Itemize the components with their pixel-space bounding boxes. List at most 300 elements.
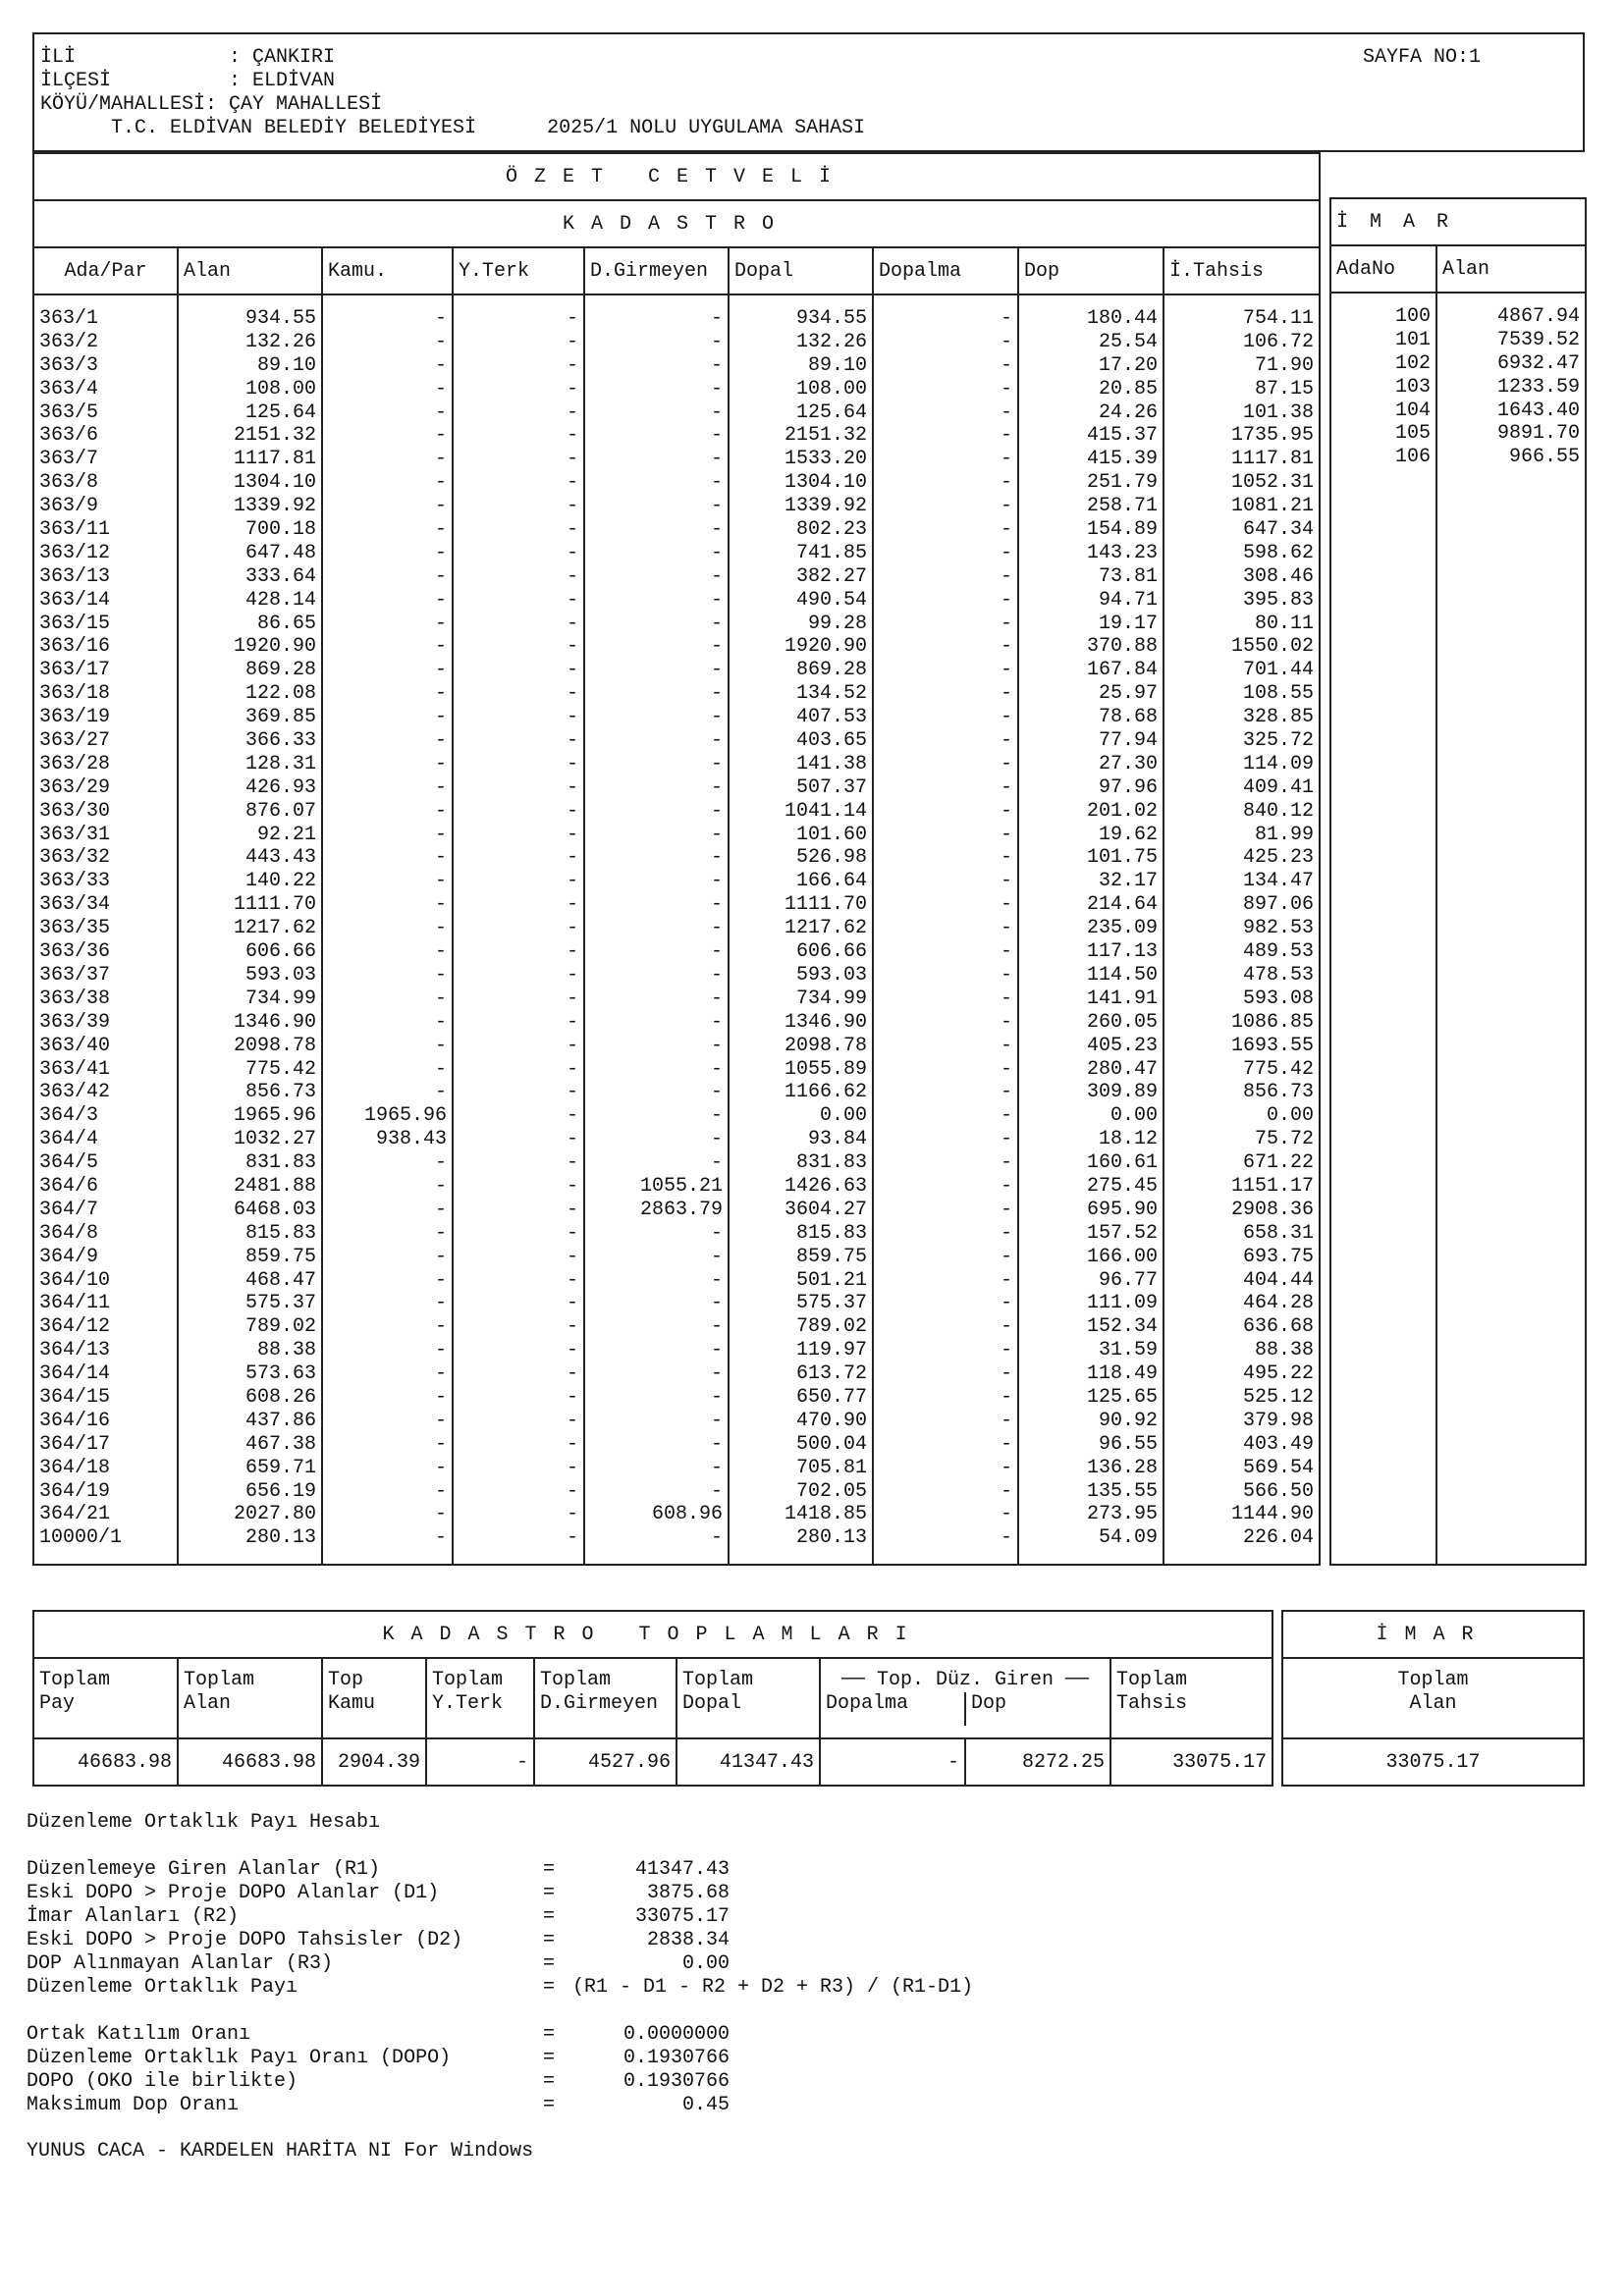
kadastro-cell: 363/40 [39, 1034, 111, 1057]
kadastro-cell: 364/5 [39, 1151, 99, 1175]
kadastro-cell: 363/34 [39, 893, 111, 917]
kadastro-cell: - [1000, 987, 1012, 1010]
kadastro-cell: - [566, 541, 578, 564]
kadastro-cell: - [1000, 588, 1012, 612]
kadastro-cell: - [566, 1479, 578, 1503]
kadastro-cell: 405.23 [1086, 1034, 1158, 1057]
kadastro-cell: - [710, 635, 723, 659]
kadastro-cell: 1339.92 [784, 495, 867, 518]
kadastro-cell: - [434, 541, 447, 564]
kadastro-cell: 364/13 [39, 1339, 111, 1362]
kadastro-cell: 1920.90 [233, 635, 316, 659]
imar-cell: 1233.59 [1497, 375, 1581, 399]
kadastro-cell: - [434, 400, 447, 424]
calc-equals: = [543, 2047, 556, 2069]
kadastro-cell: - [566, 682, 578, 706]
kadastro-cell: - [434, 917, 447, 940]
kadastro-cell: 363/36 [39, 940, 111, 964]
imar-cell: 106 [1394, 446, 1431, 469]
kadastro-cell: 407.53 [795, 706, 867, 729]
kadastro-cell: - [566, 377, 578, 400]
kadastro-cell: - [566, 893, 578, 917]
kadastro-cell: 99.28 [807, 612, 867, 635]
kadastro-cell: - [710, 518, 723, 542]
kadastro-column-cells [33, 294, 178, 1565]
kadastro-cell: 495.22 [1243, 1362, 1315, 1386]
kadastro-cell: 325.72 [1243, 729, 1315, 753]
kadastro-cell: 108.55 [1243, 682, 1315, 706]
kadastro-col-header: Dopalma [873, 247, 1018, 294]
kadastro-column-cells [729, 294, 873, 1565]
kadastro-cell: 167.84 [1086, 659, 1158, 682]
kadastro-cell: 1052.31 [1231, 471, 1315, 495]
total-alan-value: 46683.98 [178, 1738, 322, 1786]
kadastro-cell: 1920.90 [784, 635, 867, 659]
kadastro-cell: - [434, 846, 447, 870]
kadastro-cell: 364/7 [39, 1198, 99, 1221]
calc-row [27, 2023, 973, 2047]
kadastro-cell: 437.86 [244, 1409, 316, 1432]
kadastro-cell: 566.50 [1243, 1479, 1315, 1503]
imar-cell: 1643.40 [1497, 399, 1581, 422]
kadastro-cell: - [566, 588, 578, 612]
kadastro-cell: 1304.10 [233, 471, 316, 495]
kadastro-cell: - [1000, 1104, 1012, 1128]
kadastro-cell: 125.64 [795, 400, 867, 424]
calc-row [27, 1952, 973, 1976]
kadastro-cell: - [1000, 1174, 1012, 1198]
kadastro-cell: - [710, 541, 723, 564]
kadastro-cell: 382.27 [795, 564, 867, 588]
kadastro-cell: 135.55 [1086, 1479, 1158, 1503]
kadastro-cell: - [710, 307, 723, 330]
kadastro-cell: - [566, 1385, 578, 1409]
kadastro-cell: 1217.62 [233, 917, 316, 940]
ilce-value: : ELDİVAN [229, 70, 336, 92]
kadastro-cell: - [1000, 541, 1012, 564]
kadastro-cell: - [710, 1128, 723, 1151]
kadastro-cell: 409.41 [1243, 775, 1315, 799]
kadastro-cell: - [434, 893, 447, 917]
kadastro-cell: 500.04 [795, 1432, 867, 1456]
duz-giren-header: ── Top. Düz. Giren ── Dopalma Dop [820, 1658, 1110, 1738]
kadastro-cell: 775.42 [244, 1057, 316, 1081]
kadastro-cell: - [434, 1409, 447, 1432]
calc-value: 0.45 [681, 2094, 730, 2116]
kadastro-cell: 415.39 [1086, 448, 1158, 471]
kadastro-cell: 1339.92 [233, 495, 316, 518]
imar-cell: 103 [1394, 375, 1431, 399]
kadastro-cell: - [1000, 1432, 1012, 1456]
kadastro-cell: - [566, 1198, 578, 1221]
kadastro-cell: - [710, 682, 723, 706]
kadastro-cell: 108.00 [795, 377, 867, 400]
kadastro-cell: - [566, 635, 578, 659]
kadastro-cell: - [434, 1339, 447, 1362]
kadastro-cell: 2098.78 [233, 1034, 316, 1057]
kadastro-cell: 333.64 [244, 564, 316, 588]
kadastro-cell: 705.81 [795, 1456, 867, 1479]
kadastro-cell: 364/14 [39, 1362, 111, 1386]
kadastro-cell: 134.52 [795, 682, 867, 706]
kadastro-cell: 125.64 [244, 400, 316, 424]
kadastro-cell: - [710, 1526, 723, 1550]
kadastro-cell: - [566, 659, 578, 682]
kadastro-column-cells [322, 294, 453, 1565]
kadastro-cell: 280.47 [1086, 1057, 1158, 1081]
kadastro-cell: 96.77 [1098, 1268, 1158, 1292]
kadastro-cell: 702.05 [795, 1479, 867, 1503]
kadastro-cell: 80.11 [1255, 612, 1315, 635]
kadastro-cell: 363/27 [39, 729, 111, 753]
kadastro-cell: 89.10 [807, 353, 867, 377]
total-dopal-value: 41347.43 [677, 1738, 820, 1786]
kadastro-cell: - [1000, 471, 1012, 495]
kadastro-cell: 656.19 [244, 1479, 316, 1503]
kadastro-cell: 363/8 [39, 471, 99, 495]
kadastro-cell: 2151.32 [784, 424, 867, 448]
kadastro-cell: - [1000, 846, 1012, 870]
kadastro-cell: - [434, 706, 447, 729]
total-dgirmeyen-value: 4527.96 [534, 1738, 677, 1786]
kadastro-cell: 815.83 [795, 1221, 867, 1245]
kadastro-cell: 73.81 [1098, 564, 1158, 588]
kadastro-cell: - [434, 1174, 447, 1198]
kadastro-cell: 598.62 [1243, 541, 1315, 564]
kadastro-cell: - [566, 471, 578, 495]
kadastro-cell: 364/17 [39, 1432, 111, 1456]
calc-row [27, 2070, 973, 2094]
kadastro-cell: - [434, 588, 447, 612]
total-imar-alan-header: Toplam Alan [1282, 1658, 1584, 1738]
kadastro-cell: - [566, 1010, 578, 1034]
kadastro-cell: - [1000, 893, 1012, 917]
kadastro-cell: 1735.95 [1231, 424, 1315, 448]
kadastro-cell: - [434, 940, 447, 964]
total-dopal-header: Toplam Dopal [677, 1658, 820, 1738]
kadastro-cell: 260.05 [1086, 1010, 1158, 1034]
kadastro-cell: - [434, 1479, 447, 1503]
kadastro-cell: 507.37 [795, 775, 867, 799]
kadastro-cell: 2481.88 [233, 1174, 316, 1198]
kadastro-cell: 132.26 [795, 330, 867, 353]
kadastro-cell: - [566, 1104, 578, 1128]
kadastro-cell: - [710, 659, 723, 682]
kadastro-cell: - [710, 564, 723, 588]
kadastro-cell: - [710, 377, 723, 400]
kadastro-cell: 425.23 [1243, 846, 1315, 870]
calc-row [27, 1905, 973, 1929]
kadastro-cell: 1346.90 [784, 1010, 867, 1034]
kadastro-cell: 363/42 [39, 1081, 111, 1104]
kadastro-col-header: Ada/Par [33, 247, 178, 294]
kadastro-cell: 125.65 [1086, 1385, 1158, 1409]
kadastro-cell: 938.43 [375, 1128, 447, 1151]
kadastro-cell: 395.83 [1243, 588, 1315, 612]
kadastro-cell: 859.75 [244, 1245, 316, 1268]
owner-name: T.C. ELDİVAN BELEDİY BELEDİYESİ [111, 117, 477, 139]
kadastro-cell: - [566, 1432, 578, 1456]
total-alan-header: Toplam Alan [178, 1658, 322, 1738]
kadastro-cell: 363/16 [39, 635, 111, 659]
kadastro-cell: - [566, 307, 578, 330]
imar-cell: 9891.70 [1497, 422, 1581, 446]
kadastro-cell: 101.38 [1243, 400, 1315, 424]
kadastro-cell: 1032.27 [233, 1128, 316, 1151]
kadastro-cell: - [1000, 353, 1012, 377]
imar-cell: 100 [1394, 305, 1431, 328]
kadastro-cell: - [1000, 870, 1012, 893]
kadastro-cell: 363/29 [39, 775, 111, 799]
kadastro-cell: 1217.62 [784, 917, 867, 940]
calc-row [27, 1882, 973, 1905]
kadastro-cell: 364/10 [39, 1268, 111, 1292]
calc-value: 33075.17 [634, 1905, 730, 1928]
kadastro-cell: - [566, 518, 578, 542]
kadastro-cell: 658.31 [1243, 1221, 1315, 1245]
imar-cell: 104 [1394, 399, 1431, 422]
kadastro-cell: 88.38 [1255, 1339, 1315, 1362]
kadastro-cell: - [434, 495, 447, 518]
kadastro-cell: 71.90 [1255, 353, 1315, 377]
calc-value: 2838.34 [646, 1929, 730, 1951]
kadastro-cell: 251.79 [1086, 471, 1158, 495]
kadastro-cell: - [710, 400, 723, 424]
page-number: SAYFA NO:1 [1363, 46, 1482, 69]
kadastro-cell: 525.12 [1243, 1385, 1315, 1409]
kadastro-cell: - [710, 963, 723, 987]
kadastro-cell: - [566, 1503, 578, 1526]
kadastro-cell: 117.13 [1086, 940, 1158, 964]
calc-equals: = [543, 1952, 556, 1975]
kadastro-cell: - [434, 635, 447, 659]
kadastro-cell: 363/28 [39, 752, 111, 775]
application-name: 2025/1 NOLU UYGULAMA SAHASI [547, 117, 866, 139]
kadastro-cell: 2863.79 [639, 1198, 723, 1221]
calc-formula: (R1 - D1 - R2 + D2 + R3) / (R1-D1) [572, 1976, 974, 1999]
kadastro-cell: - [1000, 799, 1012, 823]
kadastro-column-cells [453, 294, 584, 1565]
kadastro-cell: 363/17 [39, 659, 111, 682]
total-tahsis-value: 33075.17 [1110, 1738, 1272, 1786]
kadastro-cell: - [710, 1385, 723, 1409]
kadastro-cell: - [710, 752, 723, 775]
kadastro-cell: 364/16 [39, 1409, 111, 1432]
kadastro-cell: 468.47 [244, 1268, 316, 1292]
kadastro-cell: 143.23 [1086, 541, 1158, 564]
kadastro-cell: 569.54 [1243, 1456, 1315, 1479]
kadastro-cell: - [566, 729, 578, 753]
kadastro-cell: - [434, 1081, 447, 1104]
kadastro-cell: 370.88 [1086, 635, 1158, 659]
calc-value: 0.1930766 [623, 2047, 730, 2069]
calc-row [27, 1929, 973, 1952]
kadastro-cell: 897.06 [1243, 893, 1315, 917]
kadastro-cell: - [434, 424, 447, 448]
kadastro-cell: 25.97 [1098, 682, 1158, 706]
kadastro-cell: - [1000, 1128, 1012, 1151]
kadastro-cell: 404.44 [1243, 1268, 1315, 1292]
kadastro-cell: 1041.14 [784, 799, 867, 823]
kadastro-cell: 363/14 [39, 588, 111, 612]
kadastro-cell: - [566, 917, 578, 940]
kadastro-cell: 1117.81 [1231, 448, 1315, 471]
kadastro-cell: - [1000, 1268, 1012, 1292]
kadastro-cell: - [1000, 1456, 1012, 1479]
imar-cell: 102 [1394, 351, 1431, 375]
kadastro-cell: 608.96 [651, 1503, 723, 1526]
kadastro-cell: - [434, 870, 447, 893]
kadastro-cell: 17.20 [1098, 353, 1158, 377]
kadastro-cell: - [1000, 1409, 1012, 1432]
kadastro-cell: 363/38 [39, 987, 111, 1010]
kadastro-cell: - [566, 1128, 578, 1151]
calc-label: DOP Alınmayan Alanlar (R3) [27, 1952, 334, 1975]
kadastro-cell: - [434, 659, 447, 682]
calc-value: 0.1930766 [623, 2070, 730, 2093]
kadastro-cell: - [434, 1385, 447, 1409]
imar-col-header: AdaNo [1330, 245, 1436, 293]
kadastro-column-cells [873, 294, 1018, 1565]
kadastro-cell: 134.47 [1243, 870, 1315, 893]
calc-label: Eski DOPO > Proje DOPO Alanlar (D1) [27, 1882, 440, 1904]
kadastro-cell: - [566, 1174, 578, 1198]
calc-label: İmar Alanları (R2) [27, 1905, 240, 1928]
kadastro-cell: 647.34 [1243, 518, 1315, 542]
kadastro-cell: 840.12 [1243, 799, 1315, 823]
kadastro-cell: - [710, 1245, 723, 1268]
kadastro-cell: - [434, 987, 447, 1010]
kadastro-cell: - [1000, 1081, 1012, 1104]
kadastro-cell: - [434, 1432, 447, 1456]
calc-value: 0.00 [681, 1952, 730, 1975]
kadastro-cell: - [710, 775, 723, 799]
il-value: : ÇANKIRI [229, 46, 336, 69]
kadastro-cell: 111.09 [1086, 1292, 1158, 1315]
kadastro-cell: 489.53 [1243, 940, 1315, 964]
kadastro-cell: - [1000, 330, 1012, 353]
kadastro-cell: 180.44 [1086, 307, 1158, 330]
kadastro-cell: 934.55 [244, 307, 316, 330]
kadastro-cell: 10000/1 [39, 1526, 123, 1550]
kadastro-cell: 1117.81 [233, 448, 316, 471]
calc-row [27, 1858, 973, 1882]
kadastro-cell: - [710, 612, 723, 635]
kadastro-cell: - [710, 1362, 723, 1386]
kadastro-cell: 93.84 [807, 1128, 867, 1151]
kadastro-cell: 363/12 [39, 541, 111, 564]
calc-equals: = [543, 1882, 556, 1904]
kadastro-cell: - [566, 424, 578, 448]
imar-cell: 6932.47 [1497, 351, 1581, 375]
kadastro-cell: - [566, 1057, 578, 1081]
kadastro-cell: - [566, 752, 578, 775]
kadastro-cell: 1418.85 [784, 1503, 867, 1526]
kadastro-cell: - [566, 1315, 578, 1339]
kadastro-cell: - [710, 1221, 723, 1245]
kadastro-cell: 363/7 [39, 448, 99, 471]
koy-label: KÖYÜ/MAHALLESİ: [40, 93, 218, 116]
kadastro-cell: - [710, 1034, 723, 1057]
kadastro-cell: 366.33 [244, 729, 316, 753]
kadastro-cell: - [566, 330, 578, 353]
kadastro-cell: - [566, 1409, 578, 1432]
kadastro-cell: 856.73 [244, 1081, 316, 1104]
kadastro-cell: - [1000, 682, 1012, 706]
kadastro-cell: 141.91 [1086, 987, 1158, 1010]
kadastro-cell: - [1000, 612, 1012, 635]
kadastro-cell: 92.21 [256, 823, 316, 846]
kadastro-cell: 363/2 [39, 330, 99, 353]
summary-title: ÖZET CETVELİ [33, 153, 1320, 200]
kadastro-cell: 363/13 [39, 564, 111, 588]
kadastro-cell: 19.62 [1098, 823, 1158, 846]
kadastro-cell: - [566, 612, 578, 635]
kadastro-cell: - [1000, 1315, 1012, 1339]
calc-label: DOPO (OKO ile birlikte) [27, 2070, 298, 2093]
kadastro-cell: - [1000, 659, 1012, 682]
kadastro-cell: - [566, 775, 578, 799]
imar-column-cells [1436, 293, 1586, 1565]
kadastro-cell: 2098.78 [784, 1034, 867, 1057]
kadastro-cell: 157.52 [1086, 1221, 1158, 1245]
kadastro-cell: - [434, 1010, 447, 1034]
kadastro-cell: - [434, 564, 447, 588]
kadastro-cell: - [566, 1221, 578, 1245]
kadastro-cell: 403.49 [1243, 1432, 1315, 1456]
kadastro-cell: - [566, 400, 578, 424]
kadastro-cell: - [710, 1057, 723, 1081]
kadastro-cell: - [710, 729, 723, 753]
kadastro-cell: - [1000, 495, 1012, 518]
imar-title: İMAR [1330, 198, 1586, 245]
kadastro-cell: - [710, 893, 723, 917]
kadastro-cell: - [1000, 940, 1012, 964]
kadastro-cell: - [434, 752, 447, 775]
kadastro-cell: 693.75 [1243, 1245, 1315, 1268]
total-kamu-value: 2904.39 [322, 1738, 426, 1786]
kadastro-cell: - [434, 1151, 447, 1175]
summary-table [32, 152, 1585, 1566]
kadastro-cell: 1144.90 [1231, 1503, 1315, 1526]
kadastro-cell: 90.92 [1098, 1409, 1158, 1432]
kadastro-cell: 363/4 [39, 377, 99, 400]
kadastro-cell: 593.03 [795, 963, 867, 987]
kadastro-cell: - [566, 1245, 578, 1268]
kadastro-cell: 1346.90 [233, 1010, 316, 1034]
total-dop-value: 8272.25 [965, 1738, 1110, 1786]
kadastro-cell: - [710, 588, 723, 612]
kadastro-cell: 2027.80 [233, 1503, 316, 1526]
kadastro-cell: 1965.96 [363, 1104, 447, 1128]
kadastro-cell: 152.34 [1086, 1315, 1158, 1339]
kadastro-cell: - [710, 1479, 723, 1503]
kadastro-cell: 636.68 [1243, 1315, 1315, 1339]
calc-equals: = [543, 1858, 556, 1881]
kadastro-cell: 695.90 [1086, 1198, 1158, 1221]
kadastro-cell: 934.55 [795, 307, 867, 330]
kadastro-cell: 363/11 [39, 518, 111, 542]
kadastro-col-header: İ.Tahsis [1164, 247, 1320, 294]
footer-credit: YUNUS CACA - KARDELEN HARİTA NI For Windows [27, 2140, 534, 2163]
kadastro-cell: - [566, 963, 578, 987]
kadastro-cell: 18.12 [1098, 1128, 1158, 1151]
total-yterk-header: Toplam Y.Terk [426, 1658, 534, 1738]
kadastro-column-cells [584, 294, 729, 1565]
kadastro-cell: - [710, 940, 723, 964]
kadastro-cell: 364/19 [39, 1479, 111, 1503]
kadastro-cell: - [1000, 1479, 1012, 1503]
